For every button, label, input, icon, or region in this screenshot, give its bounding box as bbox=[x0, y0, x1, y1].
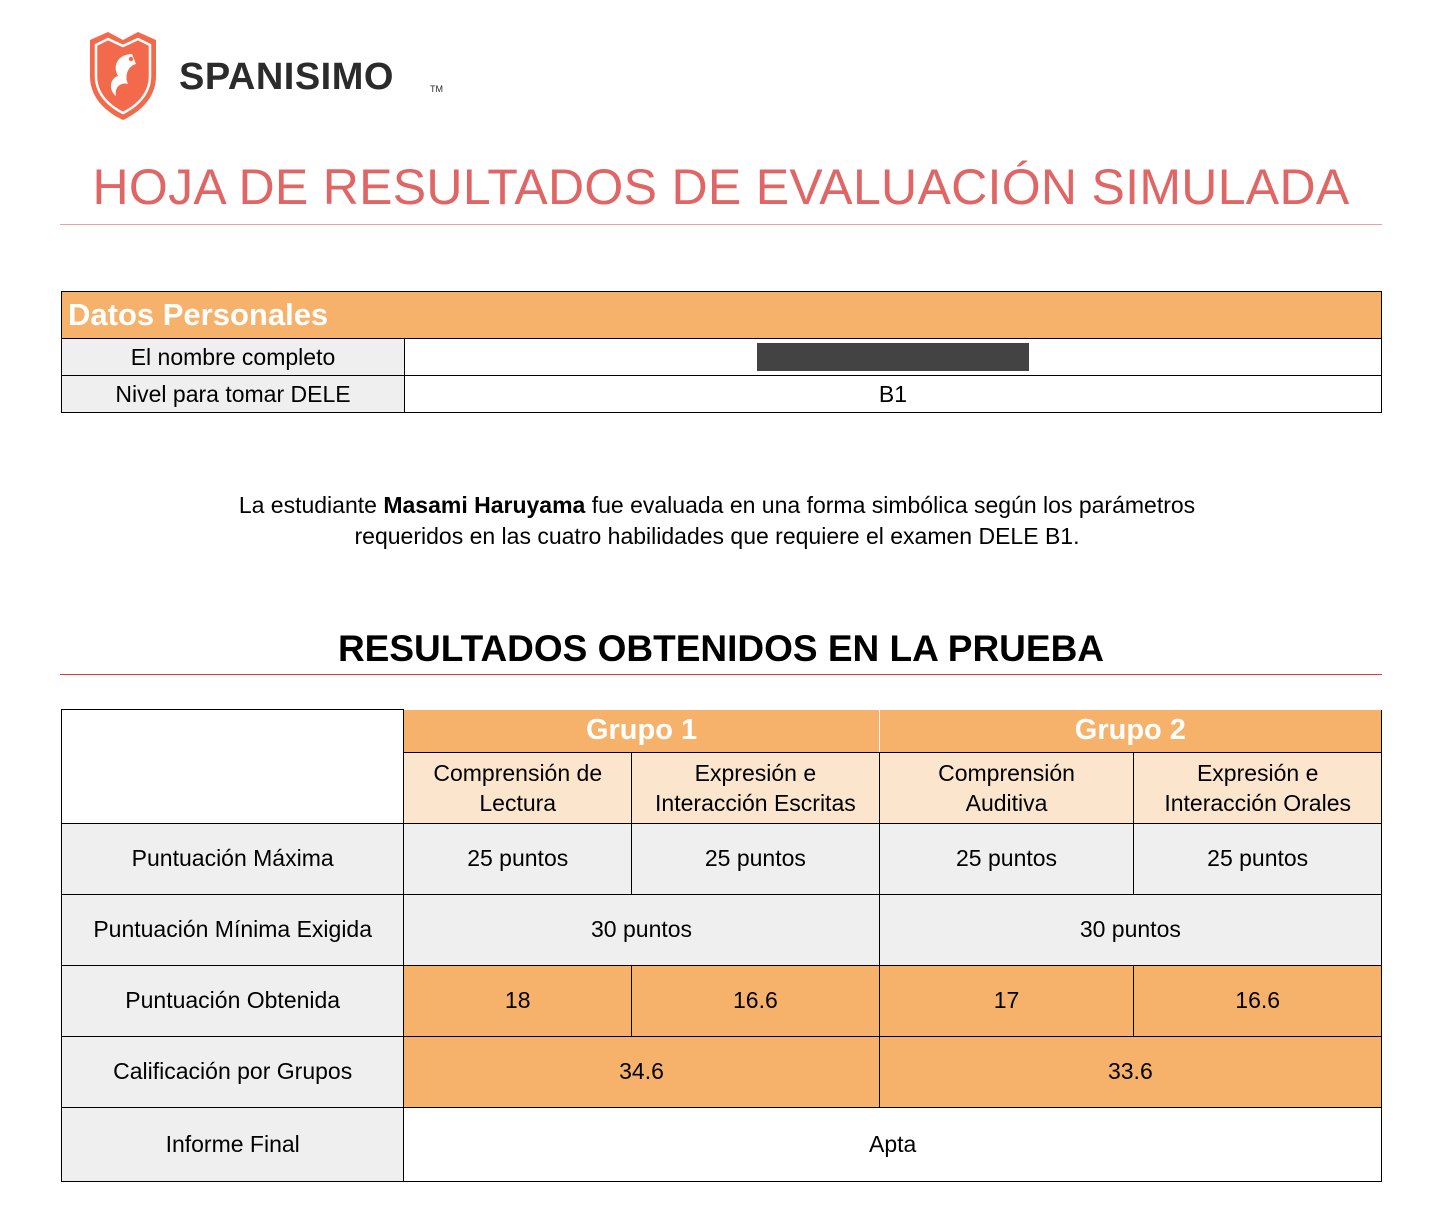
results-table bbox=[61, 709, 1382, 1182]
max-score-cell: 25 puntos bbox=[632, 823, 880, 894]
student-name: Masami Haruyama bbox=[383, 492, 586, 518]
obtained-score-label: Puntuación Obtenida bbox=[62, 965, 404, 1036]
trademark: TM bbox=[430, 84, 443, 94]
redacted-name-block bbox=[757, 343, 1029, 371]
max-score-cell: 25 puntos bbox=[1134, 823, 1382, 894]
desc-line1: fue evaluada en una forma simbólica según los parámetros bbox=[585, 492, 1196, 518]
desc-pre: La estudiante bbox=[238, 492, 384, 518]
page-title: HOJA DE RESULTADOS DE EVALUACIÓN SIMULADA bbox=[60, 158, 1382, 225]
dele-level-value: B1 bbox=[405, 376, 1382, 413]
max-score-cell: 25 puntos bbox=[404, 823, 632, 894]
personal-data-header: Datos Personales bbox=[62, 292, 1382, 339]
min-score-group-1: 30 puntos bbox=[404, 894, 879, 965]
desc-line2: requeridos en las cuatro habilidades que requiere el examen DELE B1. bbox=[354, 523, 1080, 549]
max-score-label: Puntuación Máxima bbox=[62, 823, 404, 894]
results-title: RESULTADOS OBTENIDOS EN LA PRUEBA bbox=[60, 628, 1382, 675]
brand-name: SPANISIMO bbox=[179, 56, 394, 98]
min-score-label: Puntuación Mínima Exigida bbox=[62, 894, 404, 965]
obtained-score-cell: 18 bbox=[404, 965, 632, 1036]
skill-listening: Comprensión Auditiva bbox=[879, 752, 1134, 823]
dele-level-label: Nivel para tomar DELE bbox=[62, 376, 405, 413]
group-1-header: Grupo 1 bbox=[404, 710, 879, 753]
max-score-cell: 25 puntos bbox=[879, 823, 1134, 894]
group-2-header: Grupo 2 bbox=[879, 710, 1381, 753]
final-report-value: Apta bbox=[404, 1107, 1382, 1181]
results-corner-cell bbox=[62, 710, 404, 824]
group-1-score: 34.6 bbox=[404, 1036, 879, 1107]
skill-reading: Comprensión de Lectura bbox=[404, 752, 632, 823]
evaluation-description bbox=[60, 490, 1374, 552]
personal-data-table bbox=[61, 291, 1382, 413]
spanisimo-shield-icon bbox=[84, 32, 162, 120]
obtained-score-cell: 16.6 bbox=[632, 965, 880, 1036]
group-score-label: Calificación por Grupos bbox=[62, 1036, 404, 1107]
full-name-value bbox=[405, 339, 1382, 376]
group-2-score: 33.6 bbox=[879, 1036, 1381, 1107]
skill-writing: Expresión e Interacción Escritas bbox=[632, 752, 880, 823]
skill-speaking: Expresión e Interacción Orales bbox=[1134, 752, 1382, 823]
final-report-label: Informe Final bbox=[62, 1107, 404, 1181]
full-name-label: El nombre completo bbox=[62, 339, 405, 376]
obtained-score-cell: 16.6 bbox=[1134, 965, 1382, 1036]
brand-logo bbox=[84, 30, 464, 122]
obtained-score-cell: 17 bbox=[879, 965, 1134, 1036]
min-score-group-2: 30 puntos bbox=[879, 894, 1381, 965]
